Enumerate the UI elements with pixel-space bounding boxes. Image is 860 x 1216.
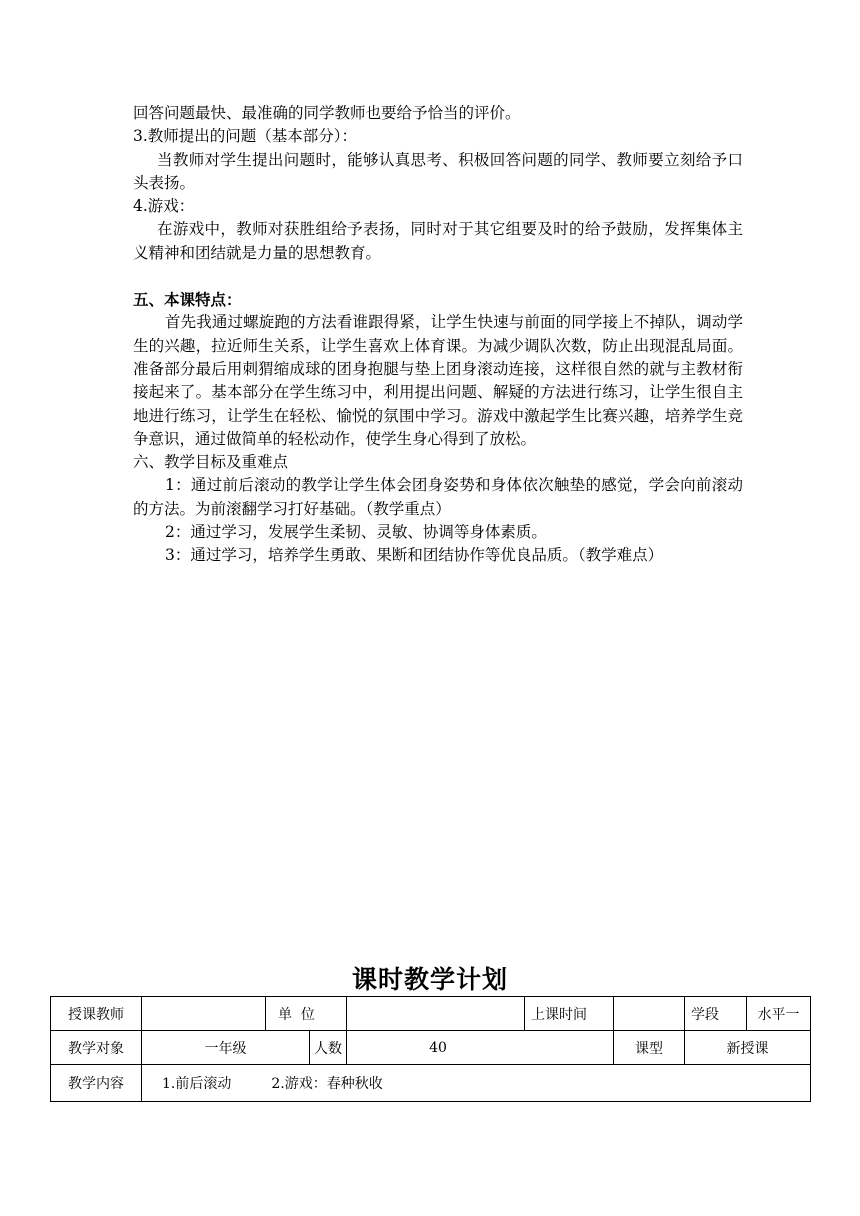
paragraph: 当教师对学生提出问题时，能够认真思考、积极回答问题的同学、教师要立刻给予口头表扬。: [133, 150, 743, 192]
time-value: [614, 997, 685, 1031]
teacher-label: 授课教师: [51, 997, 142, 1031]
content-label: 教学内容: [51, 1065, 142, 1102]
section-heading-5: 五、本课特点：: [133, 290, 242, 310]
plan-title: 课时教学计划: [351, 965, 508, 994]
paragraph: 回答问题最快、最准确的同学教师也要给予恰当的评价。: [133, 104, 521, 122]
type-value: 新授课: [685, 1031, 811, 1065]
teacher-value: [142, 997, 266, 1031]
time-label: 上课时间: [525, 997, 614, 1031]
section-heading-6: 六、教学目标及重难点: [133, 453, 289, 472]
content-value: [142, 1065, 811, 1102]
goal-item: 2：通过学习，发展学生柔韧、灵敏、协调等身体素质。: [165, 523, 547, 542]
paragraph: 在游戏中，教师对获胜组给予表扬，同时对于其它组要及时的给予鼓励，发挥集体主义精神和团结就是力量的思想教育。: [133, 220, 743, 262]
count-label: 人数: [310, 1031, 347, 1065]
target-label: 教学对象: [51, 1031, 142, 1065]
content-item-2: 2.游戏：春种秋收: [271, 1076, 383, 1092]
subheading: 4.游戏：: [133, 197, 195, 216]
subheading: 3.教师提出的问题（基本部分）：: [133, 127, 358, 146]
content-item-1: 1.前后滚动: [162, 1076, 232, 1092]
unit-value: [347, 997, 525, 1031]
goal-item: 3：通过学习，培养学生勇敢、果断和团结协作等优良品质。（教学难点）: [165, 546, 664, 565]
unit-label: 单 位: [266, 997, 347, 1031]
type-label: 课型: [614, 1031, 685, 1065]
paragraph: 首先我通过螺旋跑的方法看谁跟得紧，让学生快速与前面的同学接上不掉队，调动学生的兴趣，拉近师生关系，让学生喜欢上体育课。为减少调队次数，防止出现混乱局面。准备部分最后用刺猬缩成球的团身抱腿与垫上团身滚动连接，这样很自然的就与主教材衔接起来了。基本部分在学生练习中，利用提出问题、解疑的方法进行练习，让学生很自主地进行练习，让学生在轻松、愉悦的氛围中学习。游戏中激起学生比赛兴趣，培养学生竞争意识，通过做简单的轻松动作，使学生身心得到了放松。: [133, 313, 743, 448]
stage-value: 水平一: [747, 997, 811, 1031]
target-value: 一年级: [142, 1031, 310, 1065]
count-value: 40: [347, 1031, 614, 1065]
lesson-plan-table: [50, 996, 811, 1102]
lesson-notes: [133, 102, 743, 568]
stage-label: 学段: [685, 997, 747, 1031]
goal-item: 1：通过前后滚动的教学让学生体会团身姿势和身体依次触垫的感觉，学会向前滚动的方法。为前滚翻学习打好基础。（教学重点）: [133, 476, 743, 518]
